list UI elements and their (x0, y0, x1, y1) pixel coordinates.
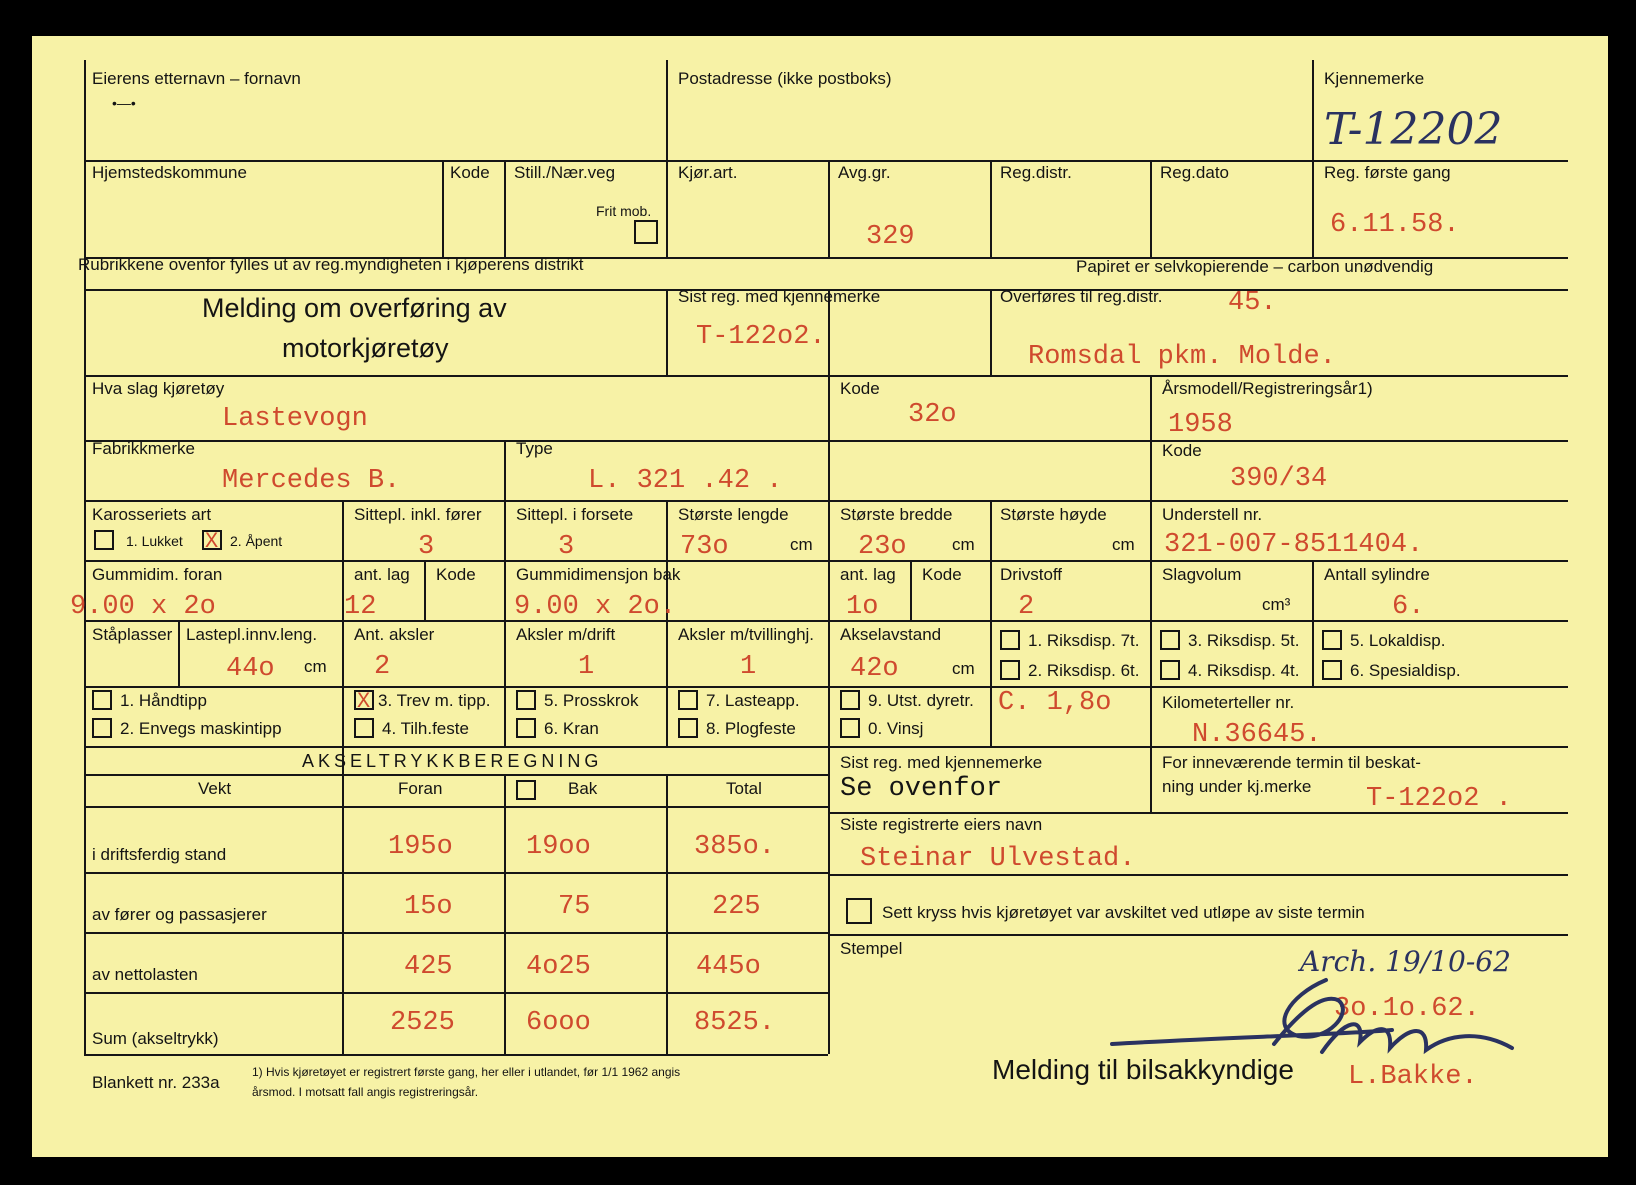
special-disp-checkbox[interactable] (1322, 660, 1342, 680)
transfer-district-code: 45. (1228, 288, 1277, 318)
rear-layers-label: ant. lag (840, 565, 896, 584)
open-label: 2. Åpent (230, 533, 283, 549)
last-reg-plate-label: Sist reg. med kjennemerke (678, 287, 881, 306)
vehicle-kind-label: Hva slag kjøretøy (92, 379, 225, 398)
body-type-label: Karosseriets art (92, 505, 212, 524)
max-width-value: 23o (858, 532, 907, 562)
form-title-line1: Melding om overføring av (202, 293, 507, 323)
tax-term-label-2: ning under kj.merke (1162, 777, 1312, 796)
make-value: Mercedes B. (222, 466, 401, 496)
front-tyre-value: 9.00 x 2o (70, 592, 216, 622)
drive-type-label: Kjør.art. (678, 163, 738, 182)
col-total: Total (726, 779, 762, 798)
last-owner-value: Steinar Ulvestad. (860, 844, 1136, 874)
row-total: 385o. (694, 832, 776, 862)
free-mob-label: Frit mob. (596, 203, 652, 219)
carbon-note: Papiret er selvkopierende – carbon unødvendig (1076, 257, 1434, 276)
crane-label: 6. Kran (544, 719, 599, 738)
type-code-value: 390/34 (1230, 464, 1328, 494)
row-rear: 19oo (526, 832, 591, 862)
row-total: 225 (712, 892, 761, 922)
open-checkbox[interactable] (202, 530, 222, 550)
make-label: Fabrikkmerke (92, 439, 195, 458)
tax-term-plate-value: T-122o2 . (1366, 784, 1512, 814)
code-label: Kode (450, 163, 490, 182)
registration-card (32, 36, 1608, 1157)
last-reg-plate-label-2: Sist reg. med kjennemerke (840, 753, 1043, 772)
position-label: Still./Nær.veg (514, 163, 616, 182)
model-year-label: Årsmodell/Registreringsår1) (1162, 379, 1373, 398)
reg-date-label: Reg.dato (1160, 163, 1229, 182)
col-front: Foran (398, 779, 443, 798)
special-disp-label: 6. Spesialdisp. (1350, 661, 1461, 680)
displacement-unit: cm³ (1262, 595, 1291, 614)
tax-group-value: 329 (866, 222, 915, 252)
first-reg-value: 6.11.58. (1330, 210, 1460, 240)
seats-incl-driver-value: 3 (418, 532, 435, 562)
hand-tip-checkbox[interactable] (92, 690, 112, 710)
riksdisp-6t-checkbox[interactable] (1000, 660, 1020, 680)
row-front: 425 (404, 952, 453, 982)
plough-mount-checkbox[interactable] (678, 718, 698, 738)
type-label: Type (516, 439, 553, 458)
front-layers-value: 12 (344, 592, 377, 622)
wheelbase-label: Akselavstand (840, 625, 942, 644)
riksdisp-6t-label: 2. Riksdisp. 6t. (1028, 661, 1140, 680)
max-height-label: Største høyde (1000, 505, 1107, 524)
wheelbase-unit: cm (952, 659, 975, 678)
stamp-date: 3o.1o.62. (1334, 994, 1480, 1024)
local-disp-label: 5. Lokaldisp. (1350, 631, 1446, 650)
tax-group-label: Avg.gr. (838, 163, 891, 182)
rear-tyre-value: 9.00 x 2o. (514, 592, 677, 622)
transfer-district-name: Romsdal pkm. Molde. (1028, 342, 1336, 372)
reg-district-label: Reg.distr. (1000, 163, 1072, 182)
last-owner-label: Siste registrerte eiers navn (840, 815, 1043, 834)
equipment-note-value: C. 1,8o (998, 688, 1112, 718)
winch-checkbox[interactable] (840, 718, 860, 738)
deregistered-label: Sett kryss hvis kjøretøyet var avskiltet ved utløpe av siste termin (882, 903, 1365, 922)
max-length-label: Største lengde (678, 505, 789, 524)
vehicle-kind-value: Lastevogn (222, 404, 368, 434)
seats-incl-driver-label: Sittepl. inkl. fører (354, 505, 482, 524)
winch-label: 0. Vinsj (868, 719, 924, 738)
archive-note: Arch. 19/10-62 (1300, 945, 1511, 978)
free-mob-checkbox[interactable] (634, 220, 658, 244)
twin-axles-label: Aksler m/tvillinghj. (678, 625, 815, 644)
row-total: 8525. (694, 1008, 776, 1038)
exhaust-direction-checkbox[interactable] (840, 690, 860, 710)
row-label: Sum (akseltrykk) (92, 1029, 219, 1048)
max-length-unit: cm (790, 535, 813, 554)
max-width-unit: cm (952, 535, 975, 554)
front-seats-label: Sittepl. i forsete (516, 505, 634, 524)
col-weight: Vekt (198, 779, 232, 798)
row-total: 445o (696, 952, 761, 982)
crane-checkbox[interactable] (516, 718, 536, 738)
transfer-district-label: Overføres til reg.distr. (1000, 287, 1163, 306)
closed-checkbox[interactable] (94, 530, 114, 550)
front-seats-value: 3 (558, 532, 575, 562)
row-front: 2525 (390, 1008, 455, 1038)
hand-tip-label: 1. Håndtipp (120, 691, 207, 710)
type-code-label: Kode (1162, 441, 1202, 460)
form-number: Blankett nr. 233a (92, 1073, 220, 1092)
row-rear: 75 (558, 892, 591, 922)
tax-term-label-1: For inneværende termin til beskat- (1162, 753, 1421, 772)
odometer-value: N.36645. (1192, 720, 1322, 750)
displacement-label: Slagvolum (1162, 565, 1242, 584)
vehicle-code-label: Kode (840, 379, 880, 398)
plough-mount-label: 8. Plogfeste (706, 719, 796, 738)
expert-name: L.Bakke. (1348, 1062, 1478, 1092)
front-tyre-label: Gummidim. foran (92, 565, 223, 584)
three-way-tip-label: 3. Trev m. tipp. (378, 691, 491, 710)
front-tyre-code-label: Kode (436, 565, 476, 584)
axles-label: Ant. aksler (354, 625, 435, 644)
rear-checkbox[interactable] (516, 780, 536, 800)
rear-tyre-code-label: Kode (922, 565, 962, 584)
closed-label: 1. Lukket (126, 533, 183, 549)
load-length-label: Lastepl.innv.leng. (186, 625, 318, 644)
home-municipality-label: Hjemstedskommune (92, 163, 247, 182)
col-rear: Bak (568, 779, 598, 798)
last-reg-plate-value-2: Se ovenfor (840, 774, 1003, 804)
pull-hook-label: 5. Prosskrok (544, 691, 639, 710)
wheelbase-value: 42o (850, 654, 899, 684)
rear-layers-value: 1o (846, 592, 879, 622)
deregistered-checkbox[interactable] (846, 898, 872, 924)
chassis-label: Understell nr. (1162, 505, 1263, 524)
one-way-tip-label: 2. Envegs maskintipp (120, 719, 282, 738)
trailer-hitch-label: 4. Tilh.feste (382, 719, 469, 738)
axles-value: 2 (374, 652, 391, 682)
load-length-value: 44o (226, 654, 275, 684)
first-reg-label: Reg. første gang (1324, 163, 1451, 182)
max-height-unit: cm (1112, 535, 1135, 554)
plate-number-value: T-12202 (1324, 104, 1503, 155)
max-length-value: 73o (680, 532, 729, 562)
chassis-value: 321-007-8511404. (1164, 530, 1424, 560)
cylinders-value: 6. (1392, 592, 1425, 622)
drive-axles-value: 1 (578, 652, 595, 682)
footnote-line1: 1) Hvis kjøretøyet er registrert første gang, her eller i utlandet, før 1/1 1962 angis (252, 1065, 681, 1079)
row-front: 15o (404, 892, 453, 922)
fuel-label: Drivstoff (1000, 565, 1063, 584)
fuel-value: 2 (1018, 592, 1035, 622)
stamp-label: Stempel (840, 939, 903, 958)
front-layers-label: ant. lag (354, 565, 410, 584)
riksdisp-5t-checkbox[interactable] (1160, 630, 1180, 650)
odometer-label: Kilometerteller nr. (1162, 693, 1295, 712)
row-rear: 6ooo (526, 1008, 591, 1038)
last-reg-plate-value: T-122o2. (696, 322, 826, 352)
twin-axles-value: 1 (740, 652, 757, 682)
riksdisp-5t-label: 3. Riksdisp. 5t. (1188, 631, 1300, 650)
riksdisp-7t-label: 1. Riksdisp. 7t. (1028, 631, 1140, 650)
standing-places-label: Ståplasser (92, 625, 173, 644)
exhaust-direction-label: 9. Utst. dyretr. (868, 691, 974, 710)
row-rear: 4o25 (526, 952, 591, 982)
max-width-label: Største bredde (840, 505, 953, 524)
footnote-line2: årsmod. I motsatt fall angis registreringsår. (252, 1085, 479, 1099)
local-disp-checkbox[interactable] (1322, 630, 1342, 650)
vehicle-code-value: 32o (908, 400, 957, 430)
model-year-value: 1958 (1168, 410, 1233, 440)
riksdisp-4t-label: 4. Riksdisp. 4t. (1188, 661, 1300, 680)
expert-notice: Melding til bilsakkyndige (992, 1054, 1294, 1085)
rear-tyre-label: Gummidimensjon bak (516, 565, 681, 584)
form-title-line2: motorkjøretøy (282, 333, 449, 363)
trailer-hitch-checkbox[interactable] (354, 718, 374, 738)
drive-axles-label: Aksler m/drift (516, 625, 616, 644)
owner-name-value: •—• (112, 95, 136, 111)
type-value: L. 321 .42 . (588, 466, 783, 496)
row-front: 195o (388, 832, 453, 862)
row-label: av nettolasten (92, 965, 198, 984)
filled-by-note: Rubrikkene ovenfor fylles ut av reg.myndigheten i kjøperens distrikt (78, 255, 584, 274)
riksdisp-4t-checkbox[interactable] (1160, 660, 1180, 680)
load-length-unit: cm (304, 657, 327, 676)
row-label: i driftsferdig stand (92, 845, 227, 864)
owner-name-label: Eierens etternavn – fornavn (92, 69, 301, 88)
pull-hook-checkbox[interactable] (516, 690, 536, 710)
plate-number-label: Kjennemerke (1324, 69, 1425, 88)
one-way-tip-checkbox[interactable] (92, 718, 112, 738)
axle-pressure-heading: AKSELTRYKKBEREGNING (302, 751, 603, 771)
loader-checkbox[interactable] (678, 690, 698, 710)
three-way-tip-checkbox[interactable] (354, 690, 374, 710)
row-label: av fører og passasjerer (92, 905, 267, 924)
postal-address-label: Postadresse (ikke postboks) (678, 69, 892, 88)
loader-label: 7. Lasteapp. (706, 691, 800, 710)
riksdisp-7t-checkbox[interactable] (1000, 630, 1020, 650)
cylinders-label: Antall sylindre (1324, 565, 1430, 584)
